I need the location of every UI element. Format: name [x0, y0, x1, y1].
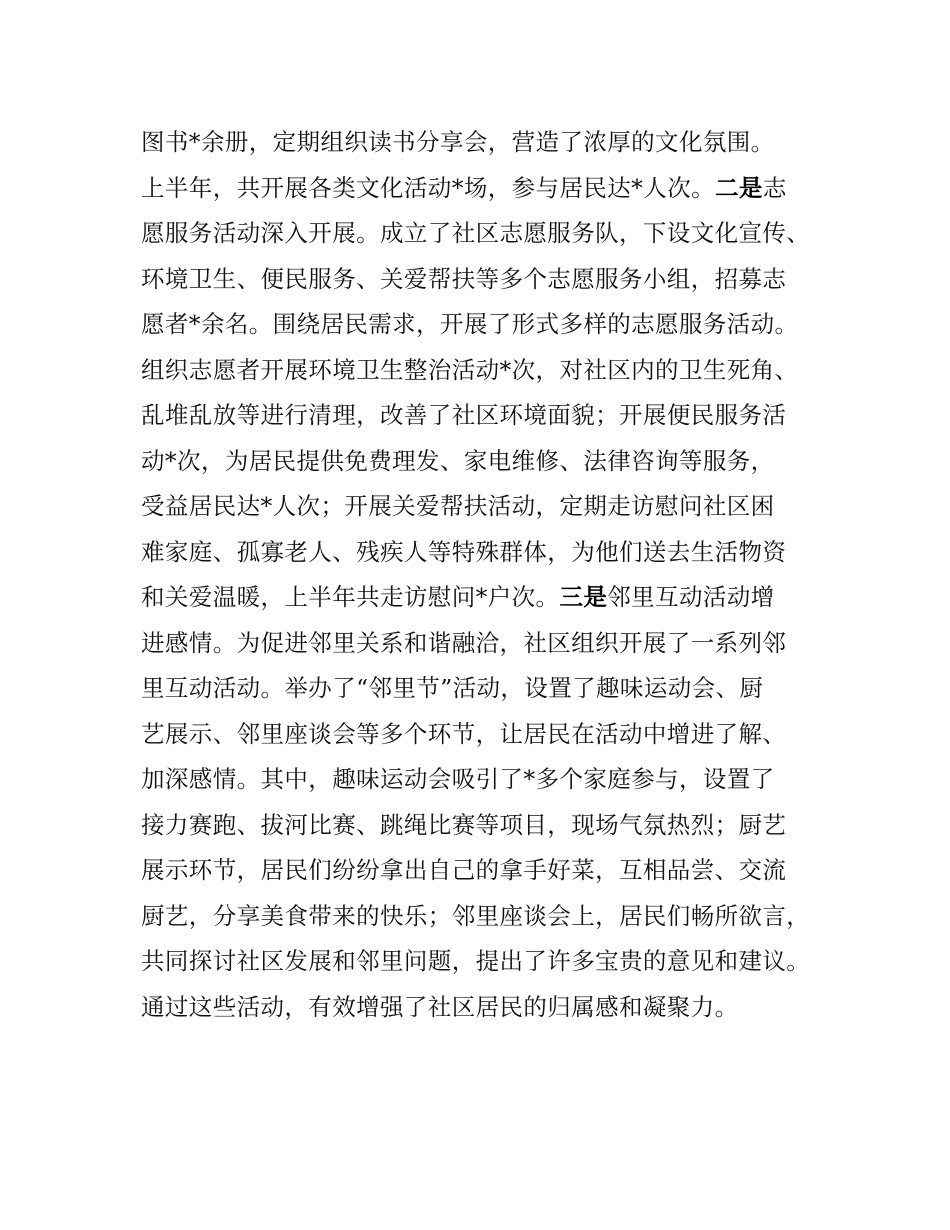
- section-marker: 二是: [715, 173, 763, 202]
- text-line: [141, 530, 841, 576]
- line-text: 加深感情。其中，趣味运动会吸引了*多个家庭参与，设置了: [141, 765, 775, 793]
- line-text: 上半年，共开展各类文化活动*场，参与居民达*人次。: [141, 173, 715, 202]
- line-text: 志: [762, 173, 787, 202]
- document-body: [141, 120, 841, 1030]
- line-text: 邻里互动活动增: [607, 583, 775, 611]
- line-text: 和关爱温暖，上半年共走访慰问*户次。: [141, 583, 560, 611]
- line-text: 厨艺，分享美食带来的快乐；邻里座谈会上，居民们畅所欲言，: [141, 901, 811, 930]
- section-marker: 三是: [559, 583, 608, 611]
- line-text: 艺展示、邻里座谈会等多个环节，让居民在活动中增进了解、: [141, 719, 787, 748]
- text-line: [141, 803, 841, 849]
- text-line: [141, 666, 841, 712]
- line-text: 里互动活动。举办了“邻里节”活动，设置了趣味运动会、厨: [141, 674, 764, 702]
- text-line: [141, 120, 841, 166]
- text-line: [141, 757, 841, 803]
- line-text: 愿者*余名。围绕居民需求，开展了形式多样的志愿服务活动。: [141, 310, 799, 338]
- line-text: 组织志愿者开展环境卫生整治活动*次，对社区内的卫生死角、: [141, 355, 799, 384]
- text-line: [141, 166, 841, 212]
- line-text: 环境卫生、便民服务、关爱帮扶等多个志愿服务小组，招募志: [141, 264, 787, 293]
- line-text: 接力赛跑、拔河比赛、跳绳比赛等项目，现场气氛热烈；厨艺: [141, 810, 787, 839]
- line-text: 受益居民达*人次；开展关爱帮扶活动，定期走访慰问社区困: [141, 492, 775, 520]
- text-line: [141, 484, 841, 530]
- text-line: [141, 985, 841, 1031]
- text-line: [141, 894, 841, 940]
- text-line: [141, 393, 841, 439]
- text-line: [141, 257, 841, 303]
- text-line: [141, 211, 841, 257]
- text-line: [141, 712, 841, 758]
- line-text: 难家庭、孤寡老人、残疾人等特殊群体，为他们送去生活物资: [141, 537, 787, 566]
- text-line: [141, 848, 841, 894]
- text-line: [141, 348, 841, 394]
- line-text: 展示环节，居民们纷纷拿出自己的拿手好菜，互相品尝、交流: [141, 856, 787, 884]
- text-line: [141, 621, 841, 667]
- line-text: 图书*余册，定期组织读书分享会，营造了浓厚的文化氛围。: [141, 128, 775, 156]
- line-text: 通过这些活动，有效增强了社区居民的归属感和凝聚力。: [141, 992, 739, 1021]
- text-line: [141, 939, 841, 985]
- line-text: 愿服务活动深入开展。成立了社区志愿服务队，下设文化宣传、: [141, 219, 811, 247]
- text-line: [141, 302, 841, 348]
- line-text: 乱堆乱放等进行清理，改善了社区环境面貌；开展便民服务活: [141, 401, 787, 429]
- line-text: 进感情。为促进邻里关系和谐融洽，社区组织开展了一系列邻: [141, 628, 787, 657]
- text-line: [141, 439, 841, 485]
- line-text: 共同探讨社区发展和邻里问题，提出了许多宝贵的意见和建议。: [141, 947, 811, 975]
- line-text: 动*次，为居民提供免费理发、家电维修、法律咨询等服务，: [141, 446, 775, 475]
- text-line: [141, 575, 841, 621]
